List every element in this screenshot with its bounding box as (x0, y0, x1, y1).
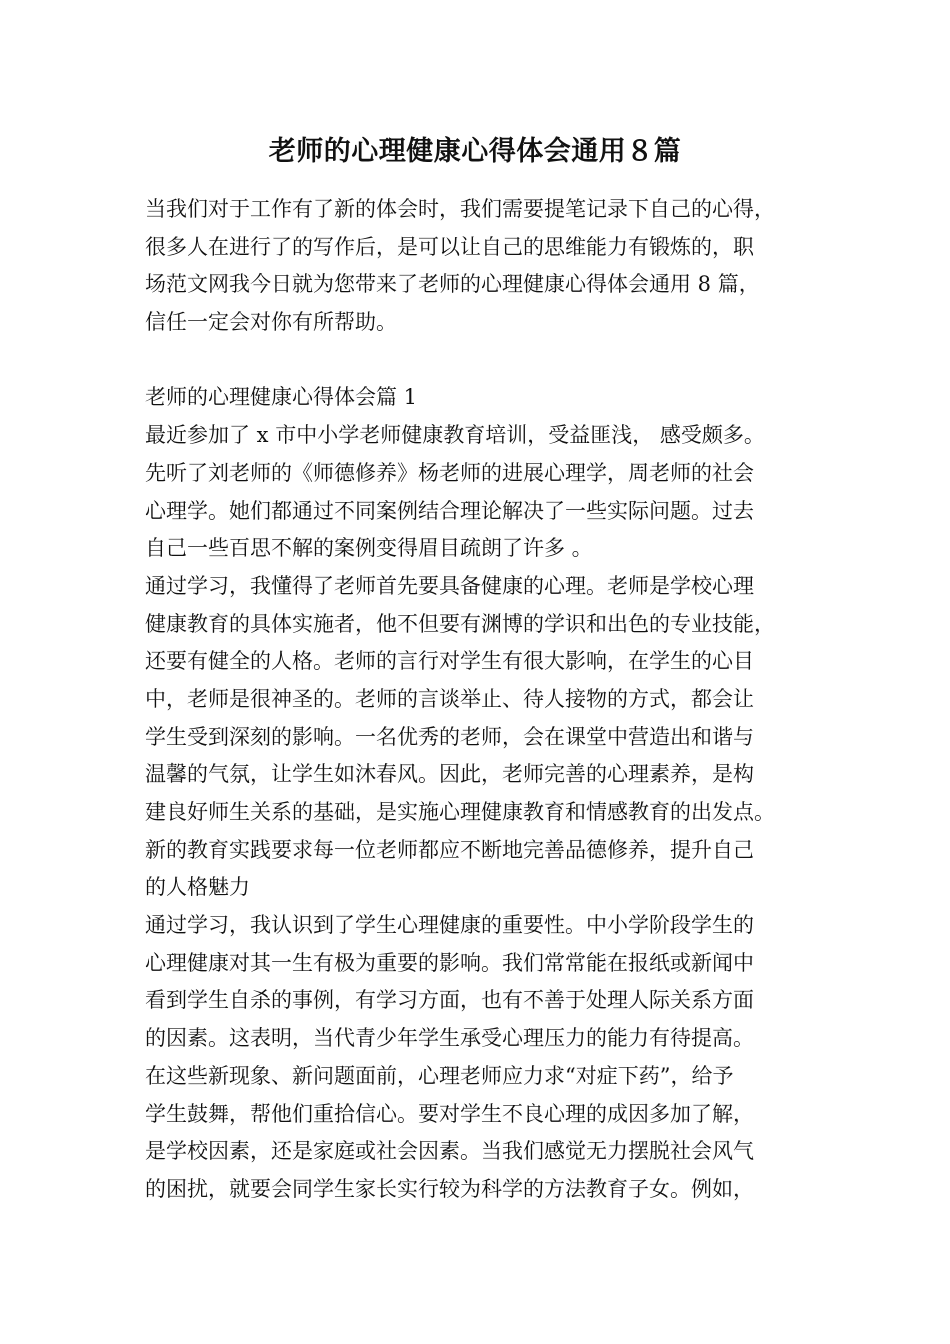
text-line: 的因素。这表明，当代青少年学生承受心理压力的能力有待提高。 (145, 1026, 754, 1051)
text-line: 学生鼓舞，帮他们重拾信心。要对学生不良心理的成因多加了解， (145, 1101, 754, 1126)
text-line: 最近参加了 x 市中小学老师健康教育培训，受益匪浅， 感受颇多。 (145, 423, 765, 448)
text-line: 老师的心理健康心得体会篇 1 (145, 385, 418, 410)
text-line: 中，老师是很神圣的。老师的言谈举止、待人接物的方式，都会让 (145, 686, 754, 711)
text-line: 建良好师生关系的基础，是实施心理健康教育和情感教育的出发点。 (145, 800, 775, 824)
document-title: 老师的心理健康心得体会通用８篇 (268, 136, 682, 167)
text-line: 通过学习，我懂得了老师首先要具备健康的心理。老师是学校心理 (145, 573, 754, 598)
text-line: 新的教育实践要求每一位老师都应不断地完善品德修养，提升自己 (145, 837, 754, 862)
text-line: 信任一定会对你有所帮助。 (145, 310, 397, 335)
blank-line (145, 342, 845, 380)
text-line: 是学校因素，还是家庭或社会因素。当我们感觉无力摆脱社会风气 (145, 1139, 754, 1164)
text-line: 在这些新现象、新问题面前，心理老师应力求“对症下药”，给予 (145, 1063, 734, 1088)
text-line: 健康教育的具体实施者，他不但要有渊博的学识和出色的专业技能， (145, 611, 775, 636)
text-line: 温馨的气氛，让学生如沐春风。因此，老师完善的心理素养，是构 (145, 762, 754, 787)
text-line: 的困扰，就要会同学生家长实行较为科学的方法教育子女。例如， (145, 1176, 754, 1201)
text-line: 先听了刘老师的《师德修养》杨老师的进展心理学，周老师的社会 (145, 460, 754, 485)
text-line: 看到学生自杀的事例，有学习方面，也有不善于处理人际关系方面 (145, 988, 754, 1013)
text-line: 心理健康对其一生有极为重要的影响。我们常常能在报纸或新闻中 (145, 950, 754, 975)
text-line: 自己一些百思不解的案例变得眉目疏朗了许多 。 (145, 536, 593, 561)
text-line: 还要有健全的人格。老师的言行对学生有很大影响，在学生的心目 (145, 649, 754, 674)
text-line: 的人格魅力 (145, 875, 250, 900)
text-line: 当我们对于工作有了新的体会时，我们需要提笔记录下自己的心得， (145, 197, 775, 221)
text-line: 场范文网我今日就为您带来了老师的心理健康心得体会通用 8 篇， (145, 272, 760, 297)
text-line: 学生受到深刻的影响。一名优秀的老师，会在课堂中营造出和谐与 (145, 724, 754, 749)
text-line: 很多人在进行了的写作后，是可以让自己的思维能力有锻炼的，职 (145, 234, 754, 259)
text-line: 心理学。她们都通过不同案例结合理论解决了一些实际问题。过去 (145, 498, 754, 523)
text-line: 通过学习，我认识到了学生心理健康的重要性。中小学阶段学生的 (145, 913, 754, 938)
document-body (145, 191, 845, 1209)
